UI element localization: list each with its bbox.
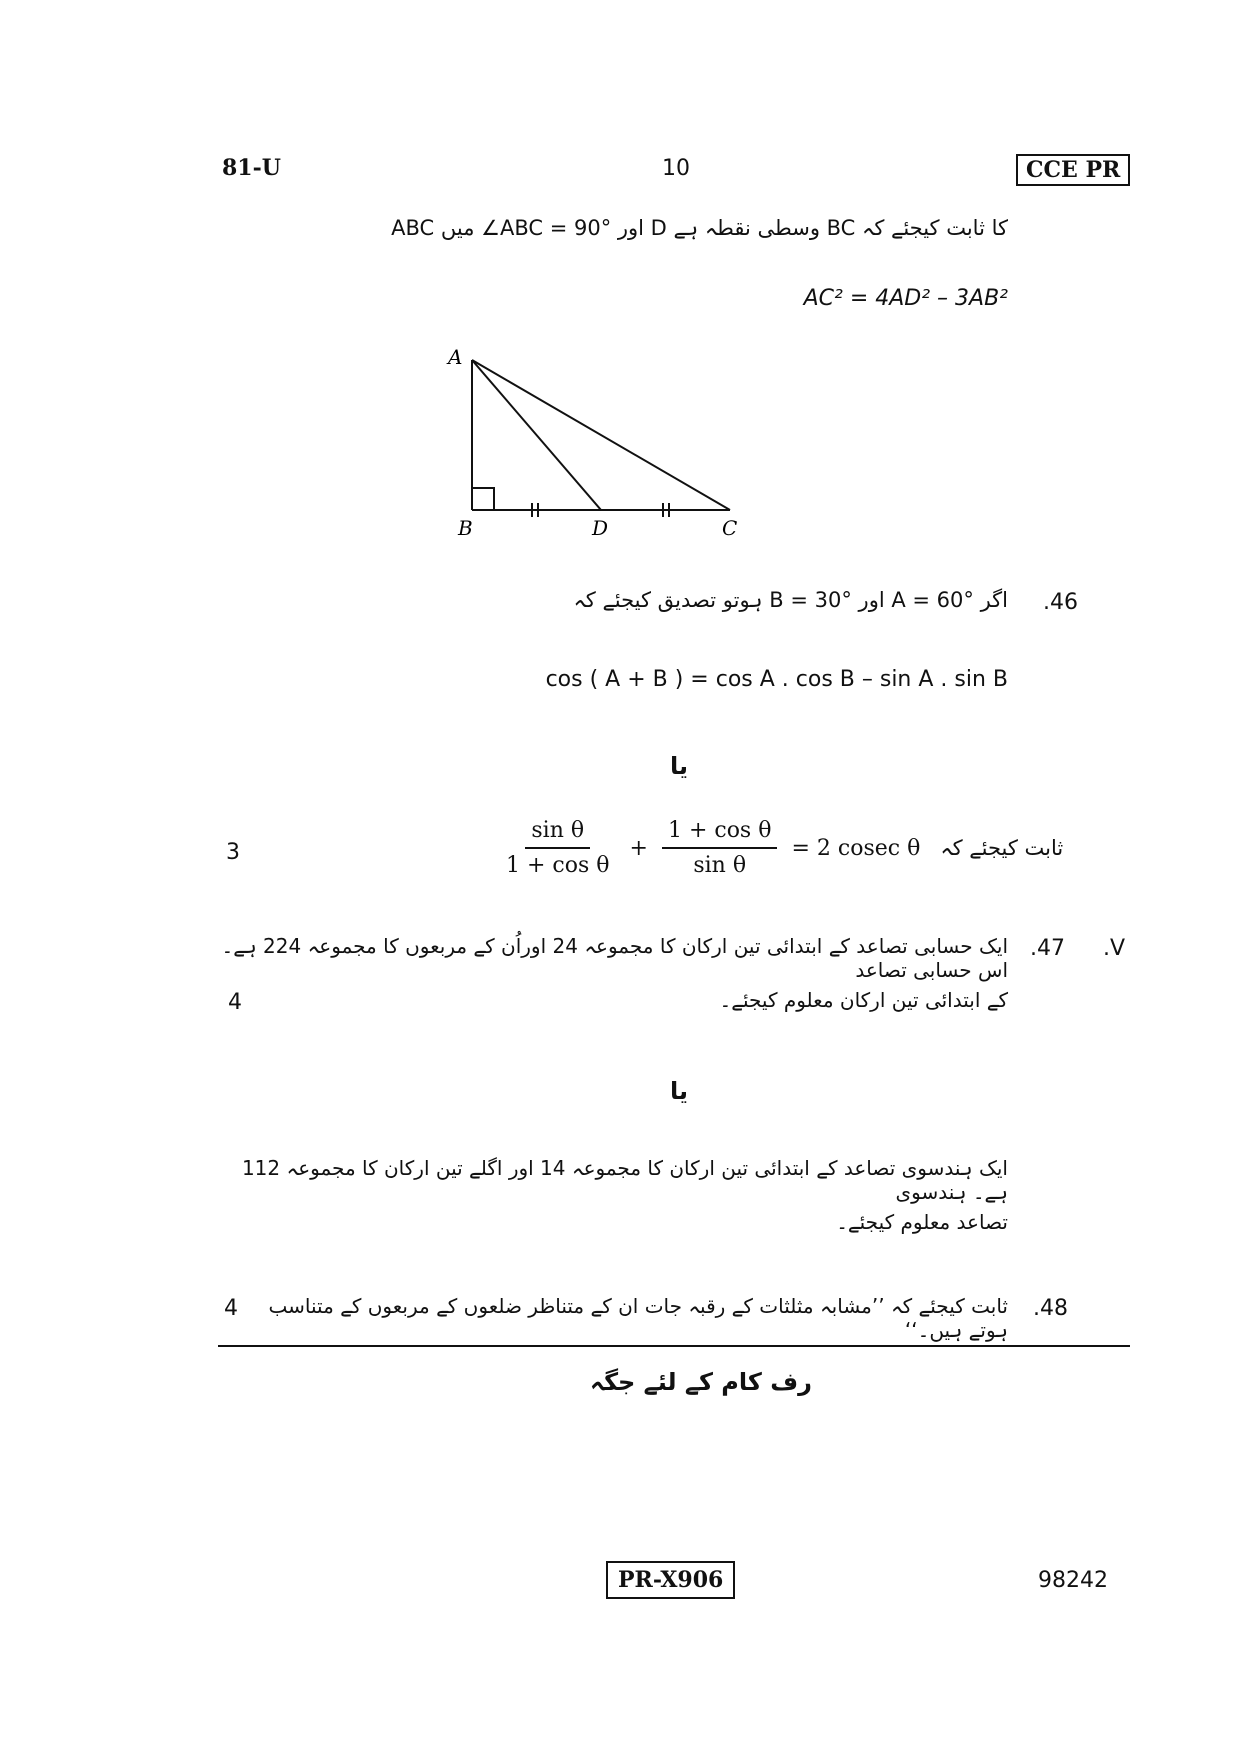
- q47-or: یا: [670, 1077, 689, 1105]
- fraction-2-denominator: sin θ: [693, 853, 747, 878]
- section-number: .V: [1103, 936, 1126, 961]
- q48-marks: 4: [224, 1296, 238, 1321]
- page-number: 10: [662, 156, 690, 181]
- label-a: A: [448, 345, 463, 369]
- label-b: B: [458, 516, 473, 540]
- serial-number: 98242: [1038, 1568, 1108, 1593]
- divider: [218, 1345, 1130, 1347]
- fraction-2: [662, 818, 778, 878]
- q47-alt-line-1: ایک ہندسوی تصاعد کے ابتدائی تین ارکان کا مجموعہ 14 اور اگلے تین ارکان کا مجموعہ 112 ہے۔ ہندسوی: [241, 1156, 1008, 1204]
- subject-code: 81-U: [222, 155, 281, 181]
- q46-statement: اگر A = 60° اور B = 30° ہوتو تصدیق کیجئے کہ: [573, 588, 1008, 612]
- q46-alt-prefix: ثابت کیجئے کہ: [940, 836, 1064, 860]
- q47-line-1: ایک حسابی تصاعد کے ابتدائی تین ارکان کا مجموعہ 24 اوراُن کے مربعوں کا مجموعہ 224 ہے۔اس حسابی تصاعد: [221, 934, 1008, 982]
- q47-alt-line-2: تصاعد معلوم کیجئے۔: [836, 1210, 1008, 1234]
- label-d: D: [592, 516, 609, 540]
- rough-work-title: رف کام کے لئے جگہ: [590, 1368, 812, 1396]
- q46-formula: cos ( A + B ) = cos A . cos B – sin A . sin B: [545, 667, 1008, 692]
- q48-number: .48: [1033, 1296, 1068, 1321]
- paper-code-badge: PR-X906: [606, 1561, 735, 1599]
- q48-statement: ثابت کیجئے کہ ’’مشابہ مثلثات کے رقبہ جات ان کے متناظر ضلعوں کے مربعوں کے متناسب ہوتے ہیں۔‘‘: [268, 1294, 1008, 1342]
- q47-marks: 4: [228, 990, 242, 1015]
- fraction-1: [500, 818, 616, 878]
- q46-marks: 3: [226, 840, 240, 865]
- fraction-1-denominator: 1 + cos θ: [506, 853, 610, 878]
- equation-rhs: = 2 cosec θ: [791, 835, 921, 861]
- q47-number: .47: [1030, 936, 1065, 961]
- side-ac: [472, 360, 730, 510]
- fraction-1-numerator: sin θ: [525, 818, 590, 849]
- q46-or: یا: [670, 752, 689, 780]
- label-c: C: [722, 516, 738, 540]
- q47-line-2: کے ابتدائی تین ارکان معلوم کیجئے۔: [719, 988, 1008, 1012]
- exam-code-badge: CCE PR: [1016, 154, 1130, 186]
- q45-formula: AC² = 4AD² – 3AB²: [803, 286, 1008, 311]
- q45-statement-text: ABC میں ∠ABC = 90° اور D وسطی نقطہ ہے BC کا ثابت کیجئے کہ: [391, 216, 1008, 240]
- right-angle-mark: [472, 488, 494, 510]
- q45-statement: [228, 216, 1008, 240]
- fraction-2-numerator: 1 + cos θ: [662, 818, 778, 849]
- plus-sign: +: [629, 835, 648, 861]
- triangle-figure: [440, 345, 760, 545]
- q46-number: .46: [1043, 590, 1078, 615]
- q46-alt-equation: [500, 818, 1063, 878]
